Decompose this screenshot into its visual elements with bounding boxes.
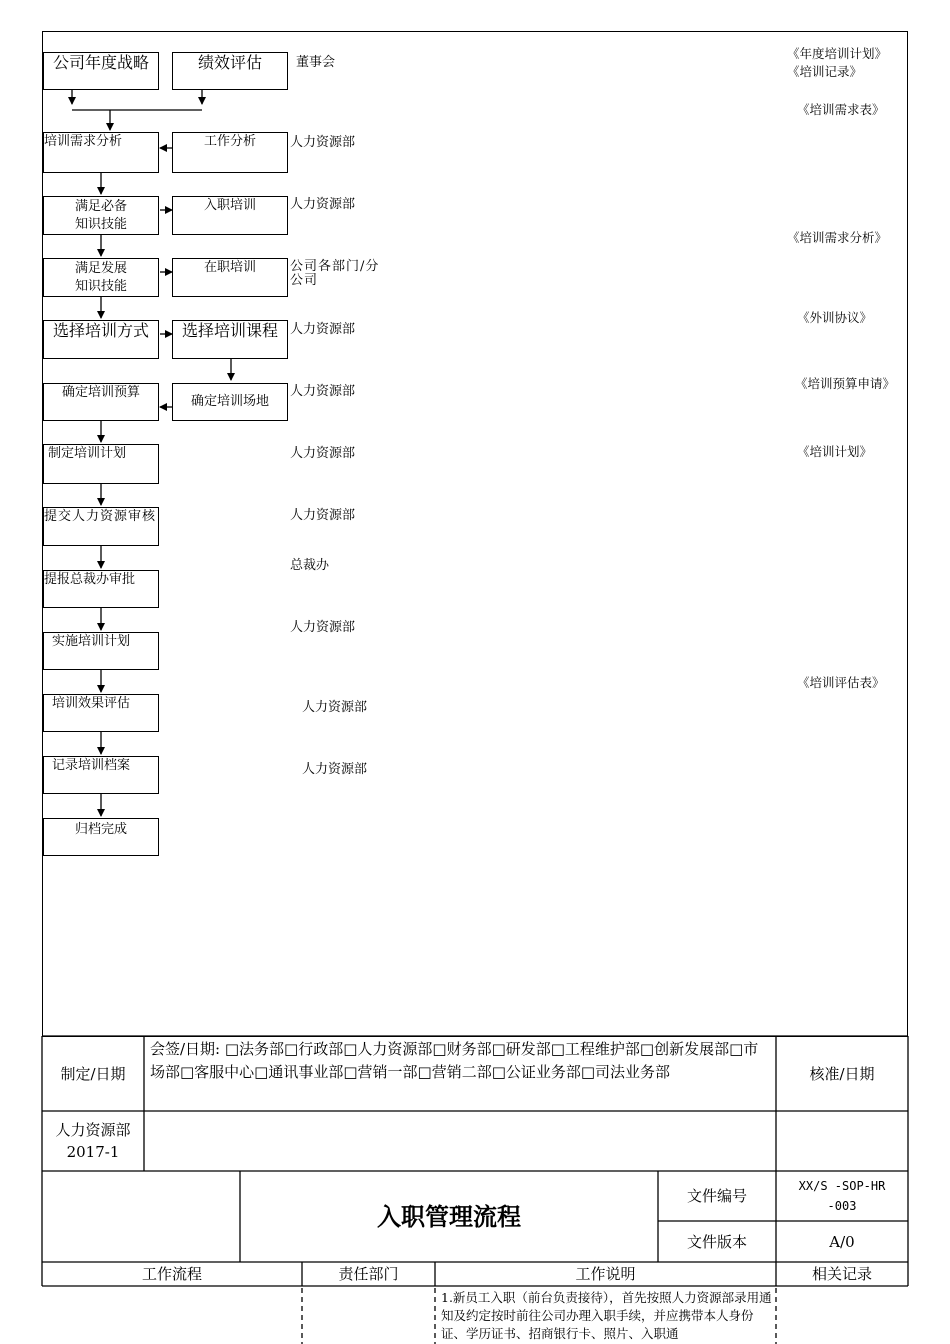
onboard-training-label: 入职培训 [203, 198, 256, 213]
record-demand-analysis: 《培训需求分析》 [787, 230, 888, 245]
dev-skills-line2: 知识技能 [74, 278, 127, 294]
dept-hr-4: 人力资源部 [290, 384, 356, 399]
record-budget-request: 《培训预算申请》 [795, 376, 896, 391]
flow-box-submit-hr [43, 507, 159, 546]
made-by-label: 制定/日期 [60, 1064, 126, 1083]
dept-hr-2: 人力资源部 [290, 197, 356, 212]
confirm-venue-label: 确定培训场地 [190, 394, 269, 409]
col-dept: 责任部门 [338, 1265, 399, 1283]
made-by-date: 2017-1 [66, 1143, 120, 1161]
dept-hr-5: 人力资源部 [290, 446, 356, 461]
record-archive-label: 记录培训档案 [52, 758, 131, 773]
strategy-label: 公司年度战略 [52, 53, 149, 72]
dept-hr-3: 人力资源部 [290, 322, 356, 337]
dept-ceo-office: 总裁办 [290, 558, 330, 573]
choose-method-label: 选择培训方式 [52, 321, 149, 340]
made-by-info [42, 1111, 144, 1171]
archive-done-label: 归档完成 [74, 822, 127, 837]
col-flow: 工作流程 [141, 1265, 202, 1283]
flow-box-record-archive [43, 756, 159, 794]
performance-label: 绩效评估 [197, 53, 262, 72]
basic-skills-line2: 知识技能 [74, 216, 127, 232]
confirm-budget-label: 确定培训预算 [61, 385, 140, 400]
col-desc: 工作说明 [575, 1265, 636, 1283]
flow-box-performance [172, 52, 288, 90]
flow-box-implement [43, 632, 159, 670]
doc-title: 入职管理流程 [377, 1201, 521, 1231]
choose-course-label: 选择培训课程 [181, 321, 278, 340]
dept-hr-6: 人力资源部 [290, 508, 356, 523]
record-annual-plan: 《年度培训计划》 [787, 46, 888, 61]
demand-analysis-label: 培训需求分析 [44, 134, 123, 149]
record-external-agreement: 《外训协议》 [797, 310, 873, 325]
dept-hr-1: 人力资源部 [290, 135, 356, 150]
dept-branches: 公司各部门/分公司 [290, 259, 380, 288]
evaluate-label: 培训效果评估 [52, 696, 131, 711]
basic-skills-line1: 满足必备 [74, 198, 127, 214]
flow-box-make-plan [43, 444, 159, 484]
file-no-label: 文件编号 [686, 1187, 747, 1205]
submit-ceo-label: 提报总裁办审批 [44, 572, 136, 587]
flow-box-job-analysis [172, 132, 288, 173]
flow-box-archive-done [43, 818, 159, 856]
record-demand-form: 《培训需求表》 [797, 102, 885, 117]
flow-box-demand-analysis [43, 132, 159, 173]
dev-skills-line1: 满足发展 [74, 260, 127, 276]
submit-hr-label: 提交人力资源审核 [44, 509, 157, 524]
flow-box-choose-method [43, 320, 159, 359]
work-description: 1.新员工入职（前台负责接待），首先按照人力资源部录用通知及约定按时前往公司办理入职手续，并应携带本人身份证、学历证书、招商银行卡、照片、入职通 [441, 1290, 772, 1341]
made-by-dept: 人力资源部 [55, 1121, 131, 1139]
record-training-plan: 《培训计划》 [797, 444, 873, 459]
make-plan-label: 制定培训计划 [48, 446, 127, 461]
dept-hr-7: 人力资源部 [290, 620, 356, 635]
dept-hr-9: 人力资源部 [302, 762, 368, 777]
version-label: 文件版本 [686, 1232, 747, 1251]
col-records: 相关记录 [811, 1265, 872, 1283]
record-evaluation-form: 《培训评估表》 [797, 675, 885, 690]
flow-box-evaluate [43, 694, 159, 732]
flow-box-confirm-venue [172, 383, 288, 421]
record-training-record: 《培训记录》 [787, 64, 863, 79]
flow-box-submit-ceo [43, 570, 159, 608]
file-no: XX/S -SOP-HR -003 [798, 1179, 886, 1213]
approve-label: 核准/日期 [809, 1064, 875, 1083]
implement-label: 实施培训计划 [52, 634, 131, 649]
flow-box-basic-skills [43, 196, 159, 235]
flow-box-onboard-training [172, 196, 288, 235]
job-analysis-label: 工作分析 [203, 134, 256, 149]
onjob-training-label: 在职培训 [203, 260, 256, 275]
flow-box-dev-skills [43, 258, 159, 297]
countersign-text: 会签/日期: □法务部□行政部□人力资源部□财务部□研发部□工程维护部□创新发展部□市场部□客服中心□通讯事业部□营销一部□营销二部□公证业务部□司法业务部 [150, 1040, 759, 1081]
flow-box-choose-course [172, 320, 288, 359]
dept-hr-8: 人力资源部 [302, 700, 368, 715]
dept-board: 董事会 [296, 55, 336, 70]
flow-box-confirm-budget [43, 383, 159, 421]
version: A/0 [829, 1232, 855, 1251]
flow-box-strategy [43, 52, 159, 90]
flow-box-onjob-training [172, 258, 288, 297]
